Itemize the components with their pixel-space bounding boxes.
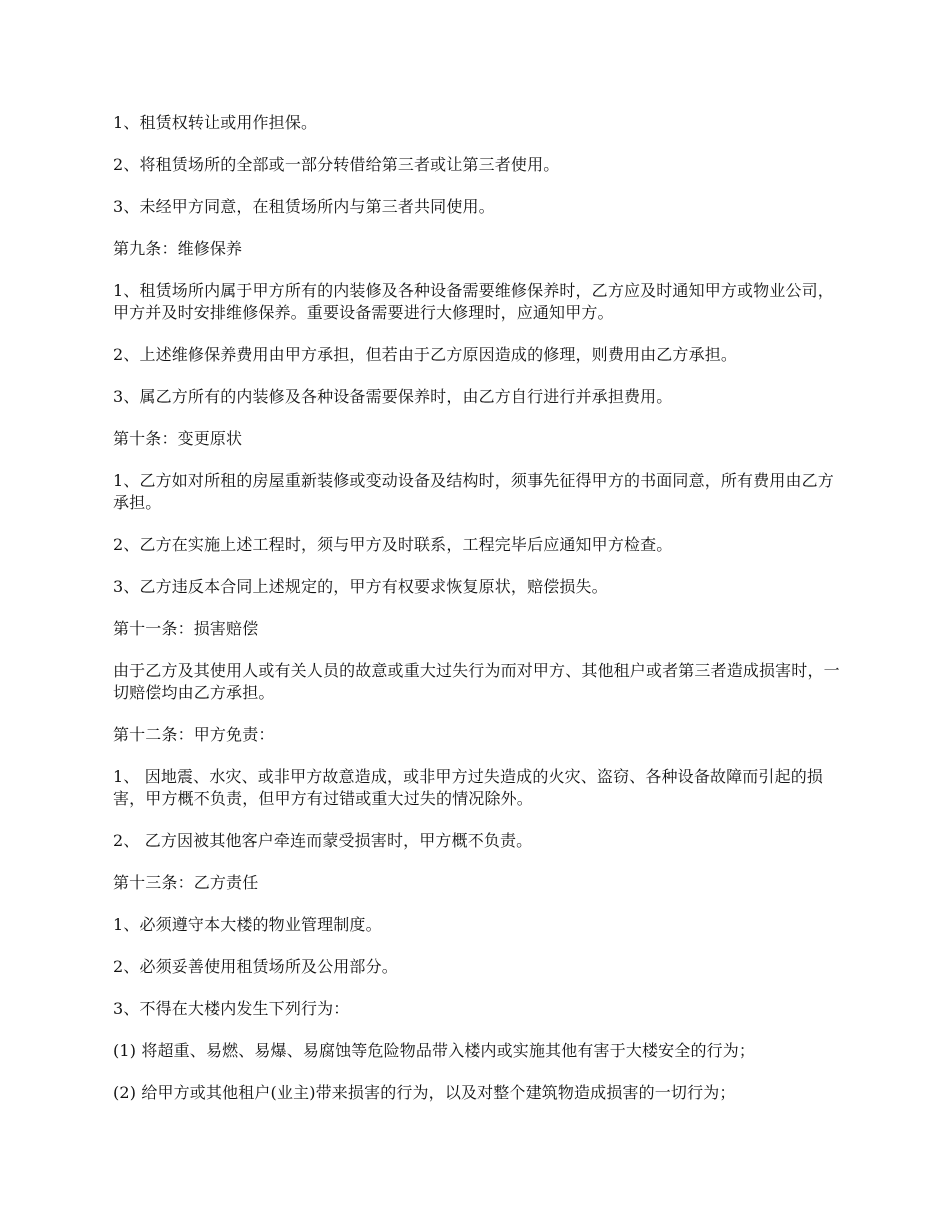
section-heading: 第十条：变更原状 [113,429,243,448]
list-item: 1、 因地震、水灾、或非甲方故意造成，或非甲方过失造成的火灾、盗窃、各种设备故障而引起的损害，甲方概不负责，但甲方有过错或重大过失的情况除外。 [113,767,824,808]
list-item: 2、必须妥善使用租赁场所及公用部分。 [113,957,398,976]
list-item: 1、租赁权转让或用作担保。 [113,113,318,132]
document-body [113,112,843,1124]
list-item: 3、未经甲方同意，在租赁场所内与第三者共同使用。 [113,197,495,216]
list-item: 1、乙方如对所租的房屋重新装修或变动设备及结构时，须事先征得甲方的书面同意，所有费用由乙方承担。 [113,471,834,512]
section-heading: 第十二条：甲方免责： [113,725,275,744]
sub-list-item: (1) 将超重、易燃、易爆、易腐蚀等危险物品带入楼内或实施其他有害于大楼安全的行为； [113,1041,756,1060]
body-paragraph: 由于乙方及其使用人或有关人员的故意或重大过失行为而对甲方、其他租户或者第三者造成损害时，一切赔偿均由乙方承担。 [113,661,840,702]
sub-list-item: (2) 给甲方或其他租户(业主)带来损害的行为，以及对整个建筑物造成损害的一切行为； [113,1083,736,1102]
list-item: 1、租赁场所内属于甲方所有的内装修及各种设备需要维修保养时，乙方应及时通知甲方或物业公司，甲方并及时安排维修保养。重要设备需要进行大修理时，应通知甲方。 [113,281,834,322]
list-item: 3、不得在大楼内发生下列行为： [113,999,350,1018]
list-item: 3、属乙方所有的内装修及各种设备需要保养时，由乙方自行进行并承担费用。 [113,387,673,406]
list-item: 3、乙方违反本合同上述规定的，甲方有权要求恢复原状，赔偿损失。 [113,577,608,596]
list-item: 2、 乙方因被其他客户牵连而蒙受损害时，甲方概不负责。 [113,831,533,850]
list-item: 1、必须遵守本大楼的物业管理制度。 [113,915,382,934]
list-item: 2、上述维修保养费用由甲方承担，但若由于乙方原因造成的修理，则费用由乙方承担。 [113,345,738,364]
list-item: 2、将租赁场所的全部或一部分转借给第三者或让第三者使用。 [113,155,560,174]
section-heading: 第九条：维修保养 [113,239,243,258]
list-item: 2、乙方在实施上述工程时，须与甲方及时联系，工程完毕后应通知甲方检查。 [113,535,673,554]
section-heading: 第十一条：损害赔偿 [113,619,259,638]
section-heading: 第十三条：乙方责任 [113,873,259,892]
